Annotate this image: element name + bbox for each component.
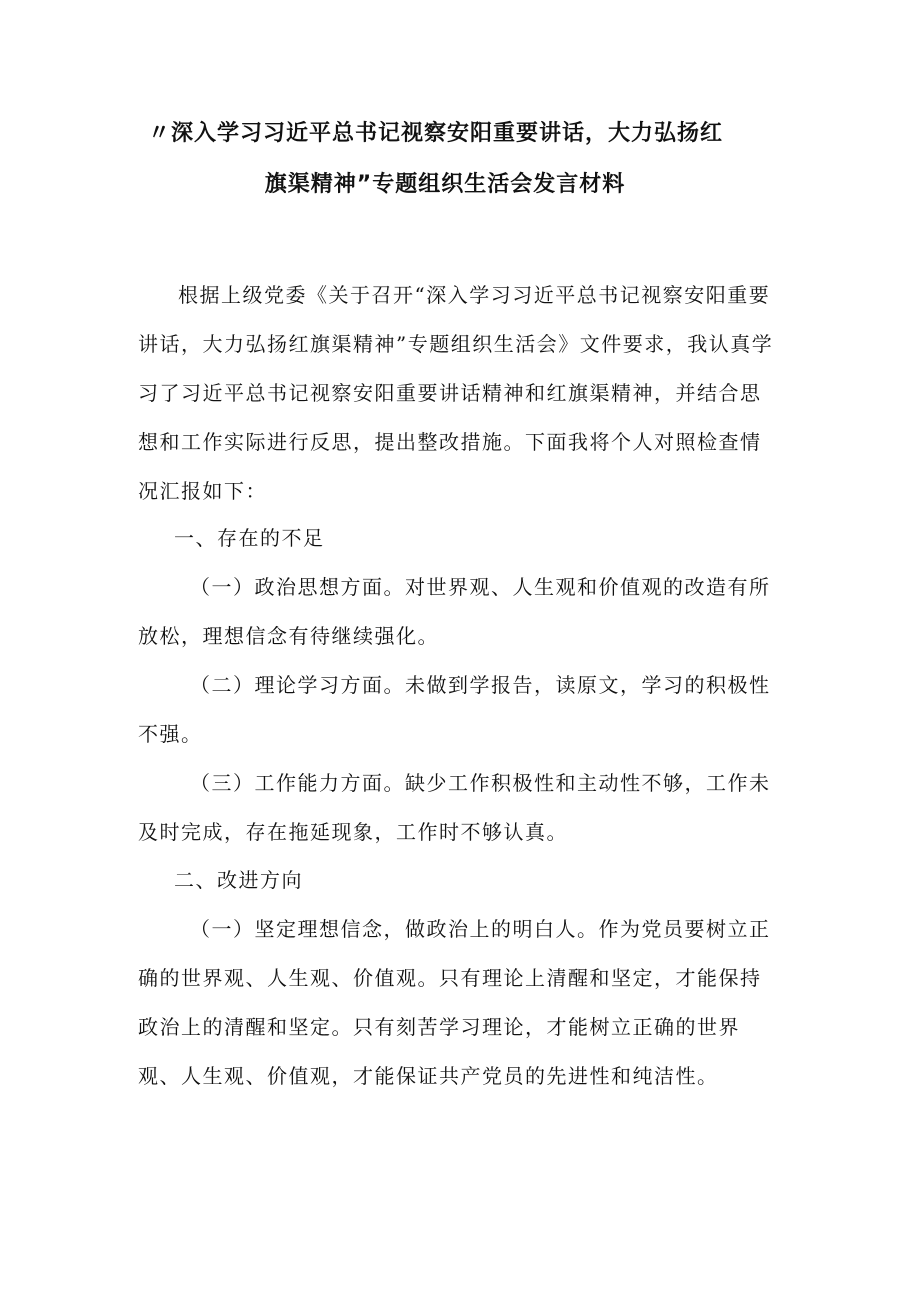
improvement-item-1: （一）坚定理想信念，做政治上的明白人。作为党员要树立正确的世界观、人生观、价值观。只有理论上清醒和坚定，才能保持政治上的清醒和坚定。只有刻苦学习理论，才能树立正确的世界观、人生观、价值观，才能保证共产党员的先进性和纯洁性。 bbox=[138, 917, 771, 1088]
section-heading-deficiencies: 一、存在的不足 bbox=[174, 526, 325, 550]
deficiency-item-3: （三）工作能力方面。缺少工作积极性和主动性不够，工作未及时完成，存在拖延现象，工作时不够认真。 bbox=[138, 771, 771, 844]
document-title-line-2: 旗渠精神”专题组织生活会发言材料 bbox=[264, 172, 626, 197]
deficiency-item-1: （一）政治思想方面。对世界观、人生观和价值观的改造有所放松，理想信念有待继续强化。 bbox=[138, 575, 771, 648]
intro-paragraph: 根据上级党委《关于召开“深入学习习近平总书记视察安阳重要讲话，大力弘扬红旗渠精神”专题组织生活会》文件要求，我认真学习了习近平总书记视察安阳重要讲话精神和红旗渠精神，并结合思想和工作实际进行反思，提出整改措施。下面我将个人对照检查情况汇报如下： bbox=[138, 283, 774, 503]
deficiency-item-2: （二）理论学习方面。未做到学报告，读原文，学习的积极性不强。 bbox=[138, 673, 771, 746]
section-heading-improvements: 二、改进方向 bbox=[174, 868, 303, 892]
document-title-line-1: 〃深入学习习近平总书记视察安阳重要讲话，大力弘扬红 bbox=[148, 121, 724, 146]
